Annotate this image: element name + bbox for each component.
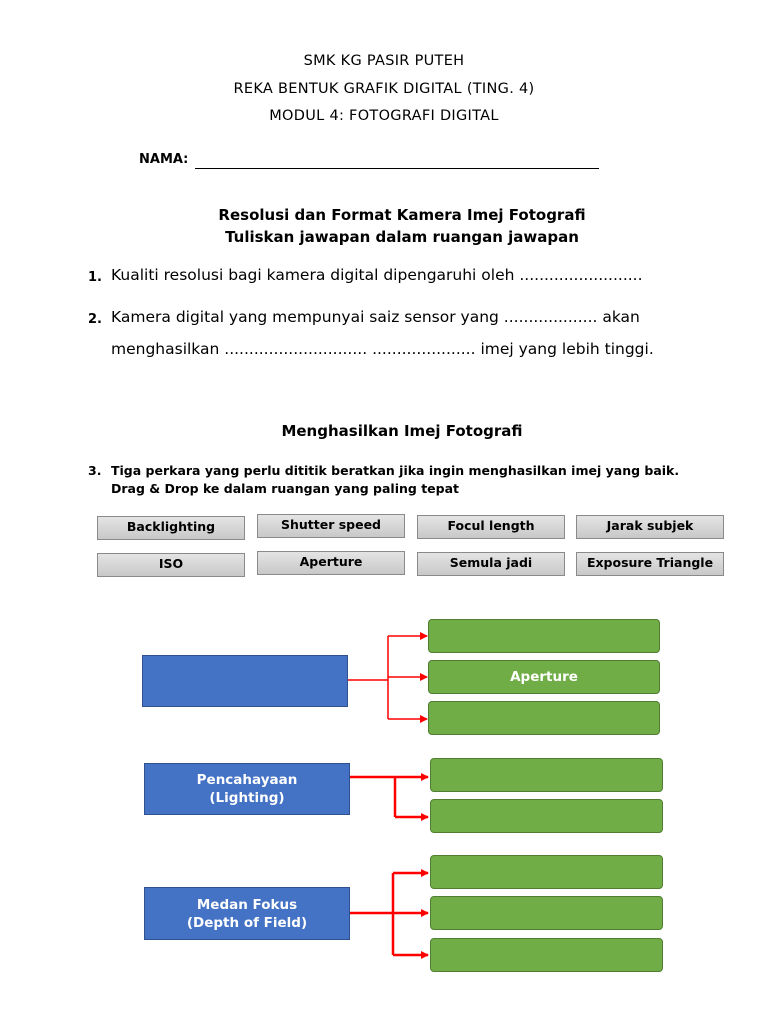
chip-shutter-speed[interactable]: Shutter speed xyxy=(257,514,405,538)
question3-line2: Drag & Drop ke dalam ruangan yang paling tepat xyxy=(111,481,460,496)
school-name: SMK KG PASIR PUTEH xyxy=(303,53,465,69)
drop-target-1a[interactable] xyxy=(428,619,660,653)
question1-text: Kualiti resolusi bagi kamera digital dipengaruhi oleh ......................... xyxy=(111,266,643,284)
section2-title: Menghasilkan Imej Fotografi xyxy=(281,422,523,440)
chip-iso[interactable]: ISO xyxy=(97,553,245,577)
category2-label-line2: (Lighting) xyxy=(209,790,285,806)
question2-line1: Kamera digital yang mempunyai saiz sensor yang ................... akan xyxy=(111,308,640,326)
drop-target-3b[interactable] xyxy=(430,896,663,930)
category-box-medan-fokus xyxy=(144,887,350,940)
section1-title: Resolusi dan Format Kamera Imej Fotografi xyxy=(218,206,586,224)
category3-label-line2: (Depth of Field) xyxy=(186,914,308,931)
question2-line2: menghasilkan ............................. ..................... imej yang lebih tinggi. xyxy=(111,340,654,358)
category-box-empty[interactable] xyxy=(142,655,348,707)
drop-target-2b[interactable] xyxy=(430,799,663,833)
question2-number: 2. xyxy=(88,312,102,327)
drop-target-2a[interactable] xyxy=(430,758,663,792)
chip-exposure-triangle[interactable]: Exposure Triangle xyxy=(576,552,724,576)
question3-number: 3. xyxy=(88,463,102,478)
module-title: MODUL 4: FOTOGRAFI DIGITAL xyxy=(269,108,499,124)
chip-backlighting[interactable]: Backlighting xyxy=(97,516,245,540)
drop-target-3a[interactable] xyxy=(430,855,663,889)
section1-instruction: Tuliskan jawapan dalam ruangan jawapan xyxy=(225,228,579,246)
question1-number: 1. xyxy=(88,270,102,285)
chip-semula-jadi[interactable]: Semula jadi xyxy=(417,552,565,576)
drop-target-1c[interactable] xyxy=(428,701,660,735)
drop-target-3c[interactable] xyxy=(430,938,663,972)
subject-title: REKA BENTUK GRAFIK DIGITAL (TING. 4) xyxy=(233,81,535,97)
category2-label-line1: Pencahayaan xyxy=(196,772,298,788)
drop-target-1b-aperture[interactable]: Aperture xyxy=(428,660,660,694)
category3-label-line1: Medan Fokus xyxy=(196,896,298,913)
category-box-pencahayaan xyxy=(144,763,350,815)
question3-line1: Tiga perkara yang perlu dititik beratkan jika ingin menghasilkan imej yang baik. xyxy=(111,463,680,478)
chip-aperture[interactable]: Aperture xyxy=(257,551,405,575)
name-label: NAMA: xyxy=(139,152,189,167)
chip-focul-length[interactable]: Focul length xyxy=(417,515,565,539)
chip-jarak-subjek[interactable]: Jarak subjek xyxy=(576,515,724,539)
